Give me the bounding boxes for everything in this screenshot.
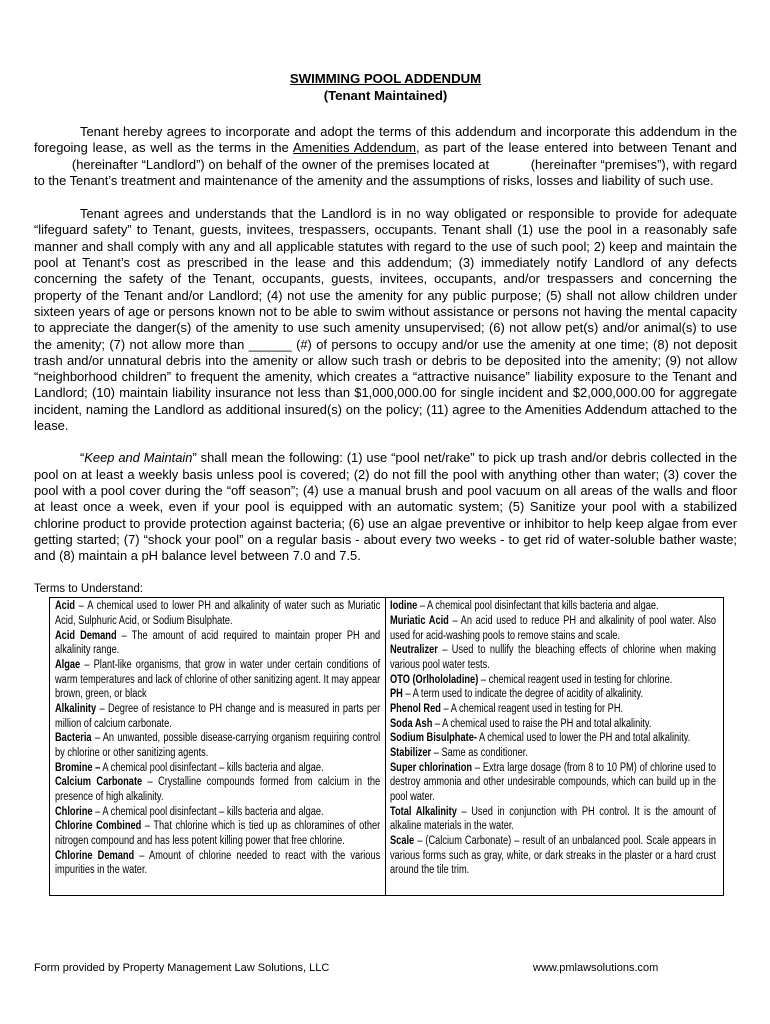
paragraph-incorporation (34, 124, 737, 189)
term-name: Acid (55, 600, 76, 613)
term-entry (390, 717, 716, 732)
term-name: Super chlorination (390, 761, 473, 774)
term-definition: – chemical reagent used in testing for chlorine. (478, 673, 673, 686)
term-entry (390, 702, 716, 717)
term-definition: – A chemical used to raise the PH and total alkalinity. (432, 717, 652, 730)
term-entry (390, 746, 716, 761)
term-definition: – Used to nullify the bleaching effects of chlorine when making various pool water tests. (390, 644, 717, 672)
terms-heading: Terms to Understand: (34, 581, 143, 596)
term-name: OTO (Orlhololadine) (390, 673, 479, 686)
term-entry (55, 702, 380, 731)
paragraph-tenant-obligations: Tenant agrees and understands that the Landlord is in no way obligated or responsible to provide for adequate “lifeguard safety” to Tenant, guests, invitees, trespassers, occupants. Tenant shall (1) use the pool in a reasonably safe manner and shall comply with any and all applicable statutes with regard to the use of such pool; 2) keep and maintain the pool at Tenant’s cost as prescribed in the lease and this addendum; (3) immediately notify Landlord of any defects concerning the safety of the Tenant, occupants, guests, invitees, occupants, and/or trespassers and concerning the property of the Tenant and/or Landlord; (4) not use the amenity for any public purpose; (5) shall not allow children under sixteen years of age or persons known not to be able to swim without assistance or persons not having the mental capacity to appreciate the danger(s) of the amenity to use such amenity unsupervised; (6) not allow pet(s) and/or animal(s) to use the amenity; (7) not allow more than ______ (#) of persons to occupy and/or use the amenity at one time; (8) not deposit trash and/or unnatural debris into the amenity or allow such trash or debris to be deposited into the amenity; (9) not allow “neighborhood children” to frequent the amenity, which creates a “attractive nuisance” liability exposure to the Tenant and Landlord; (10) maintain liability insurance not less than $1,000,000.00 for single incident and $2,000,000.00 for aggregate incident, naming the Landlord as additional insured(s) on the policy; (11) agree to the Amenities Addendum attached to the lease. (34, 206, 737, 434)
term-definition: A chemical used to lower the PH and total alkalinity. (476, 732, 691, 745)
term-entry (390, 643, 716, 672)
term-definition: A chemical pool disinfectant – kills bacteria and algae. (100, 761, 324, 774)
term-name: Alkalinity (55, 703, 97, 716)
terms-table (49, 597, 724, 896)
term-definition: – That chlorine which is tied up as chloramines of other nitrogen compound and has less potent killing power that free chlorine. (55, 820, 381, 847)
term-entry (55, 805, 380, 820)
term-name: Stabilizer (390, 746, 432, 759)
document-page (34, 70, 737, 896)
term-name: Iodine (390, 600, 418, 613)
term-name: Bromine – (55, 761, 101, 774)
term-entry (390, 805, 716, 834)
term-name: Soda Ash (390, 717, 433, 730)
keep-maintain-open-quote: “ (80, 450, 85, 466)
term-entry (55, 629, 380, 658)
footer-website: www.pmlawsolutions.com (533, 962, 659, 974)
term-entry (55, 761, 380, 776)
term-entry (390, 687, 716, 702)
document-subtitle: (Tenant Maintained) (323, 88, 448, 103)
term-entry (55, 658, 380, 702)
term-definition: – A chemical pool disinfectant that kills bacteria and algae. (417, 600, 659, 613)
term-definition: – (Calcium Carbonate) – result of an unbalanced pool. Scale appears in various forms such as gray, white, or dark streaks in the plaster or a hard crust around the tile trim. (390, 834, 717, 877)
term-name: Acid Demand (55, 629, 117, 642)
term-entry (390, 599, 716, 614)
term-name: Sodium Bisulphate- (390, 732, 477, 745)
term-name: Muriatic Acid (390, 615, 449, 628)
term-name: PH (390, 688, 403, 701)
term-definition: – An unwanted, possible disease-carrying organism requiring control by chlorine or other sanitizing agents. (55, 732, 381, 759)
term-entry (55, 819, 380, 848)
keep-maintain-text: ” shall mean the following: (1) use “pool net/rake” to pick up trash and/or debris collected in the pool on at least a weekly basis unless pool is covered; (2) do not fill the pool with anything other than water; (3) cover the pool with a pool cover during the “off season”; (4) use a manual brush and pool vacuum on all areas of the walls and floor at least once a week, even if your pool is equipped with an automatic system; (5) Sanitize your pool with a stabilized chlorine product to provide protection against bacteria; (6) use an algae preventive or inhibitor to help keep algae from ever getting started; (7) “shock your pool” on a regular basis - about every two weeks - to get rid of water-soluble bather waste; and (8) maintain a pH balance level between 7.0 and 7.5. (34, 450, 737, 564)
term-definition: – A chemical used to lower PH and alkalinity of water such as Muriatic Acid, Sulphuric Acid, or Sodium Bisulphate. (55, 600, 381, 628)
term-name: Chlorine Demand (55, 849, 135, 862)
footer-provider: Form provided by Property Management Law Solutions, LLC (34, 962, 330, 974)
term-name: Neutralizer (390, 644, 438, 657)
terms-right-column (390, 599, 716, 877)
term-definition: – Crystalline compounds formed from calcium in the presence of high alkalinity. (55, 776, 381, 803)
terms-left-column (55, 599, 380, 877)
term-definition: – Extra large dosage (from 8 to 10 PM) of chlorine used to destroy ammonia and other undesirable compounds, which can build up in the pool water. (390, 761, 717, 803)
term-name: Calcium Carbonate (55, 776, 143, 789)
term-definition: – A term used to indicate the degree of acidity of alkalinity. (402, 688, 644, 701)
amenities-addendum-reference: Amenities Addendum (292, 140, 417, 156)
term-definition: – The amount of acid required to maintain proper PH and alkalinity range. (55, 629, 381, 657)
term-name: Chlorine Combined (55, 820, 142, 833)
document-title: SWIMMING POOL ADDENDUM (289, 71, 482, 86)
term-definition: – A chemical pool disinfectant – kills bacteria and algae. (92, 805, 324, 818)
term-name: Algae (55, 659, 81, 672)
term-definition: – Degree of resistance to PH change and is measured in parts per million of calcium carbonate. (55, 703, 381, 730)
term-name: Phenol Red (390, 703, 441, 716)
term-entry (55, 731, 380, 760)
term-name: Chlorine (55, 805, 93, 818)
term-entry (390, 834, 716, 878)
paragraph-keep-and-maintain (34, 450, 737, 564)
term-entry (390, 614, 716, 643)
term-definition: – A chemical reagent used in testing for PH. (440, 703, 624, 716)
paragraph-incorporation-text-a: Tenant hereby agrees to incorporate and adopt the terms of this addendum and incorporate this addendum in the foregoing lease, as well as the terms in the (34, 124, 737, 156)
term-entry (390, 673, 716, 688)
term-entry (55, 599, 380, 628)
term-name: Bacteria (55, 732, 92, 745)
term-name: Scale (390, 834, 415, 847)
paragraph-incorporation-text-b: , as part of the lease entered into between Tenant and (hereinafter “Landlord”) on behalf of the owner of the premises located at (hereinafter “premises”), with regard to the Tenant’s treatment and maintenance of the amenity and the assumptions of risks, losses and liability of such use. (34, 140, 737, 188)
term-definition: – Amount of chlorine needed to react with the various impurities in the water. (55, 849, 381, 877)
terms-column-divider (385, 598, 386, 895)
term-definition: – An acid used to reduce PH and alkalinity of pool water. Also used for acid-washing pools to remove stains and scale. (390, 615, 717, 642)
term-name: Total Alkalinity (390, 805, 457, 818)
document-title-block (34, 70, 737, 104)
term-definition: – Same as conditioner. (431, 746, 528, 759)
term-definition: – Plant-like organisms, that grow in water under certain conditions of warm temperatures and lack of chlorine of other sanitizing agent. It may appear brown, green, or black (55, 659, 381, 701)
term-entry (55, 849, 380, 878)
keep-maintain-term: Keep and Maintain (84, 450, 193, 466)
term-definition: – Used in conjunction with PH control. It is the amount of alkaline materials in the water. (390, 805, 717, 833)
term-entry (390, 761, 716, 805)
term-entry (390, 731, 716, 746)
term-entry (55, 775, 380, 804)
